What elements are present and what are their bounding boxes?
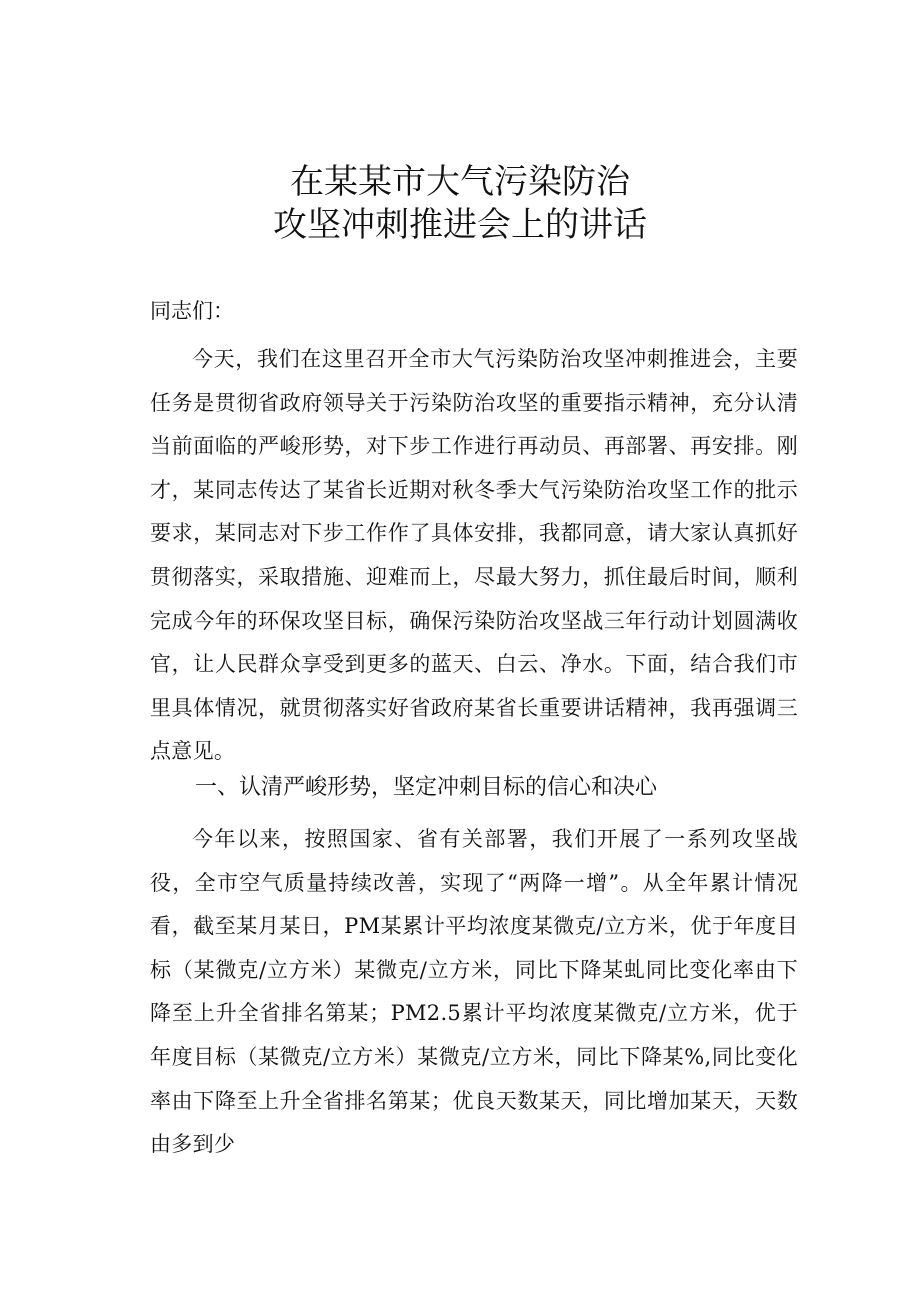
body-paragraph-2: 今年以来，按照国家、省有关部署，我们开展了一系列攻坚战役，全市空气质量持续改善，实现了“两降一增”。从全年累计情况看，截至某月某日，PM某累计平均浓度某微克/立方米，优于年度目标（某微克/立方米）某微克/立方米，同比下降某虬同比变化率由下降至上升全省排名第某；PM2.5累计平均浓度某微克/立方米，优于年度目标（某微克/立方米）某微克/立方米，同比下降某%,同比变化率由下降至上升全省排名第某；优良天数某天，同比增加某天，天数由多到少 — [150, 827, 798, 1157]
section-heading-1: 一、认清严峻形势，坚定冲刺目标的信心和决心 — [195, 775, 658, 800]
salutation: 同志们： — [150, 299, 234, 323]
document-title-line1: 在某某市大气污染防治 — [290, 162, 630, 202]
document-title-line2: 攻坚冲刺推进会上的讲话 — [273, 205, 647, 245]
body-paragraph-1: 今天，我们在这里召开全市大气污染防治攻坚冲刺推进会，主要任务是贯彻省政府领导关于污染防治攻坚的重要指示精神，充分认清当前面临的严峻形势，对下步工作进行再动员、再部署、再安排。刚才，某同志传达了某省长近期对秋冬季大气污染防治攻坚工作的批示要求，某同志对下步工作作了具体安排，我都同意，请大家认真抓好贯彻落实，采取措施、迎难而上，尽最大努力，抓住最后时间，顺利完成今年的环保攻坚目标，确保污染防治攻坚战三年行动计划圆满收官，让人民群众享受到更多的蓝天、白云、净水。下面，结合我们市里具体情况，就贯彻落实好省政府某省长重要讲话精神，我再强调三点意见。 — [150, 347, 798, 764]
